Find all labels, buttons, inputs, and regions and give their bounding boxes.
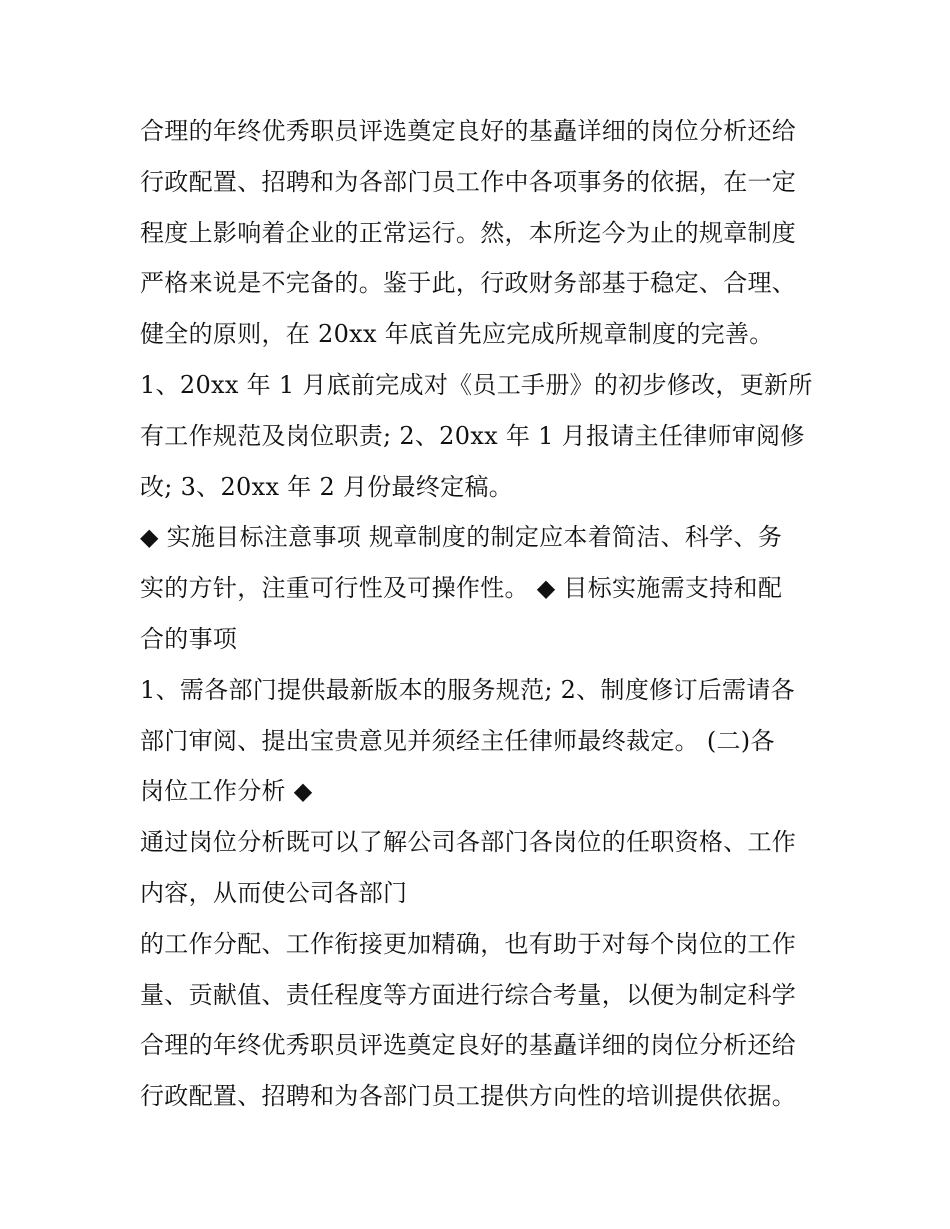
text-line: ◆ 实施目标注意事项 规章制度的制定应本着简洁、科学、务 [140, 523, 783, 552]
document-body [140, 106, 830, 1122]
text-line: 部门审阅、提出宝贵意见并须经主任律师最终裁定。 (二)各 [140, 726, 775, 755]
text-line: 行政配置、招聘和为各部门员工作中各项事务的依据，在一定 [140, 167, 797, 196]
text-line: 1、20xx 年 1 月底前完成对《员工手册》的初步修改，更新所 [140, 370, 813, 399]
text-line: 有工作规范及岗位职责; 2、20xx 年 1 月报请主任律师审阅修 [140, 421, 805, 450]
text-line: 程度上影响着企业的正常运行。然，本所迄今为止的规章制度 [140, 218, 797, 247]
text-line: 严格来说是不完备的。鉴于此，行政财务部基于稳定、合理、 [140, 269, 797, 298]
text-line: 改; 3、20xx 年 2 月份最终定稿。 [140, 472, 514, 501]
text-line: 合理的年终优秀职员评选奠定良好的基矗详细的岗位分析还给 [140, 117, 797, 145]
text-line: 健全的原则，在 20xx 年底首先应完成所规章制度的完善。 [140, 320, 774, 349]
text-line: 通过岗位分析既可以了解公司各部门各岗位的任职资格、工作 [140, 828, 797, 857]
text-line: 量、贡献值、责任程度等方面进行综合考量，以便为制定科学 [140, 980, 797, 1009]
text-line: 岗位工作分析 ◆ [140, 777, 313, 806]
text-line: 的工作分配、工作衔接更加精确，也有助于对每个岗位的工作 [140, 929, 797, 958]
text-line: 内容，从而使公司各部门 [140, 878, 408, 907]
text-line: 合的事项 [140, 624, 238, 653]
text-line: 1、需各部门提供最新版本的服务规范; 2、制度修订后需请各 [140, 675, 795, 704]
text-line: 行政配置、招聘和为各部门员工提供方向性的培训提供依据。 [140, 1082, 797, 1111]
text-line: 实的方针，注重可行性及可操作性。 ◆ 目标实施需支持和配 [140, 574, 783, 603]
text-line: 合理的年终优秀职员评选奠定良好的基矗详细的岗位分析还给 [140, 1031, 797, 1060]
